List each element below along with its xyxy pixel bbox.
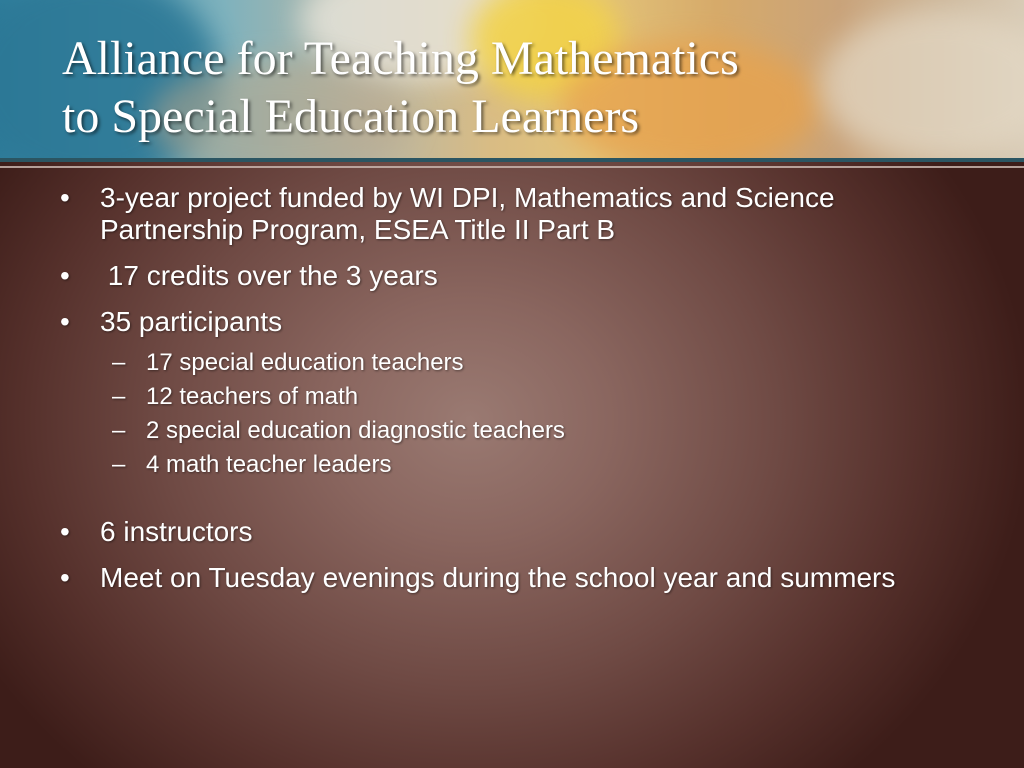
- sub-bullet-list: [100, 348, 960, 480]
- bullet-item-participants: [60, 306, 960, 480]
- sub-bullet-text: 17 special education teachers: [146, 349, 464, 376]
- bullet-glyph: •: [60, 260, 70, 291]
- bullet-item-credits: [60, 260, 960, 292]
- bullet-list: [60, 182, 960, 594]
- sub-bullet-text: 2 special education diagnostic teachers: [146, 417, 565, 444]
- bullet-glyph: •: [60, 182, 70, 213]
- bullet-item-instructors: [60, 516, 960, 548]
- sub-bullet-item: [60, 382, 960, 412]
- sub-bullet-text: 12 teachers of math: [146, 383, 359, 410]
- sub-bullet-item: [60, 450, 960, 480]
- list-spacer: [60, 494, 960, 516]
- bullet-text: 6 instructors: [100, 516, 253, 547]
- slide-title-line-1: Alliance for Teaching Mathematics: [62, 32, 739, 85]
- bullet-item-schedule: [60, 562, 960, 594]
- slide-title-line-2: to Special Education Learners: [62, 90, 640, 143]
- header-divider: [0, 158, 1024, 162]
- sub-bullet-item: [60, 416, 960, 446]
- sub-bullet-item: [60, 348, 960, 378]
- sub-bullet-text: 4 math teacher leaders: [146, 451, 392, 478]
- header-divider-accent: [0, 166, 1024, 168]
- bullet-text: 35 participants: [100, 306, 283, 337]
- bullet-item-funding: [60, 182, 960, 246]
- bullet-text: Meet on Tuesday evenings during the school year and summers: [100, 562, 896, 593]
- slide-title: [62, 30, 992, 146]
- dash-glyph: –: [112, 451, 126, 478]
- bullet-glyph: •: [60, 516, 70, 547]
- bullet-text: 3-year project funded by WI DPI, Mathematics and Science Partnership Program, ESEA Title II Part B: [100, 182, 835, 245]
- slide-body: [60, 182, 960, 608]
- bullet-glyph: •: [60, 562, 70, 593]
- dash-glyph: –: [112, 383, 126, 410]
- dash-glyph: –: [112, 349, 126, 376]
- bullet-glyph: •: [60, 306, 70, 337]
- bullet-text: 17 credits over the 3 years: [100, 260, 438, 291]
- dash-glyph: –: [112, 417, 126, 444]
